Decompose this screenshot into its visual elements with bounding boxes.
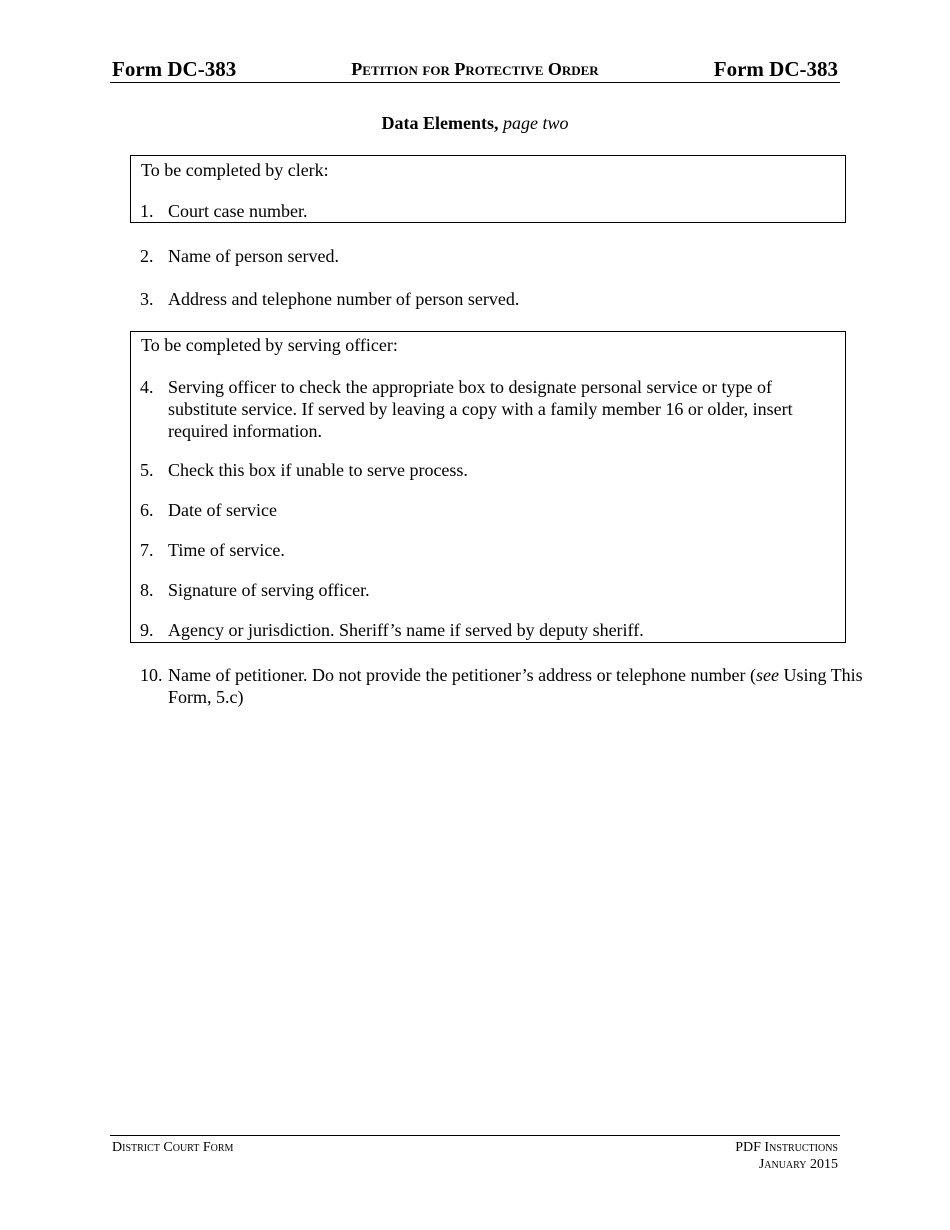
list-item	[140, 579, 860, 601]
list-item	[140, 245, 860, 267]
subtitle-bold: Data Elements,	[381, 113, 499, 133]
item-text: Signature of serving officer.	[168, 580, 370, 600]
list-item	[140, 664, 870, 708]
list-item	[140, 539, 860, 561]
list-item	[140, 376, 830, 442]
item-text: Time of service.	[168, 540, 285, 560]
item-text: Date of service	[168, 500, 277, 520]
subtitle-italic: page two	[502, 113, 569, 133]
item-text: Check this box if unable to serve process.	[168, 460, 468, 480]
page-title: Petition for Protective Order	[351, 59, 599, 79]
footer-right-line1: PDF Instructions	[735, 1140, 838, 1155]
list-item	[140, 619, 860, 641]
item-text: Name of person served.	[168, 246, 339, 266]
item-number: 9.	[140, 620, 154, 640]
form-number-left: Form DC-383	[112, 57, 237, 81]
page-header	[110, 56, 840, 83]
item-text-part: Using This Form, 5.c)	[168, 665, 863, 707]
item-text: Agency or jurisdiction. Sheriff’s name if served by deputy sheriff.	[168, 620, 644, 640]
list-item	[140, 200, 860, 222]
footer-left: District Court Form	[112, 1140, 234, 1155]
clerk-section-label: To be completed by clerk:	[141, 160, 329, 180]
item-text: Court case number.	[168, 201, 308, 221]
item-number: 4.	[140, 377, 154, 397]
item-number: 1.	[140, 201, 154, 221]
item-text: Serving officer to check the appropriate box to designate personal service or type of substitute service. If served by leaving a copy with a family member 16 or older, insert required information.	[168, 377, 793, 441]
list-item	[140, 499, 860, 521]
item-text: Address and telephone number of person served.	[168, 289, 520, 309]
footer-right-line2: January 2015	[758, 1157, 838, 1172]
item-number: 8.	[140, 580, 154, 600]
item-number: 3.	[140, 289, 154, 309]
item-text-part: Name of petitioner. Do not provide the petitioner’s address or telephone number (	[168, 665, 757, 685]
footer-right	[735, 1139, 838, 1173]
item-number: 5.	[140, 460, 154, 480]
form-number-right: Form DC-383	[713, 57, 838, 81]
item-number: 7.	[140, 540, 154, 560]
list-item	[140, 459, 860, 481]
list-item	[140, 288, 860, 310]
item-number: 6.	[140, 500, 154, 520]
page-footer	[110, 1135, 840, 1172]
section-subtitle	[0, 112, 950, 134]
item-number: 2.	[140, 246, 154, 266]
officer-section-label: To be completed by serving officer:	[141, 335, 398, 355]
item-text	[168, 664, 870, 708]
item-text-italic: see	[756, 665, 779, 685]
item-number: 10.	[140, 665, 163, 685]
